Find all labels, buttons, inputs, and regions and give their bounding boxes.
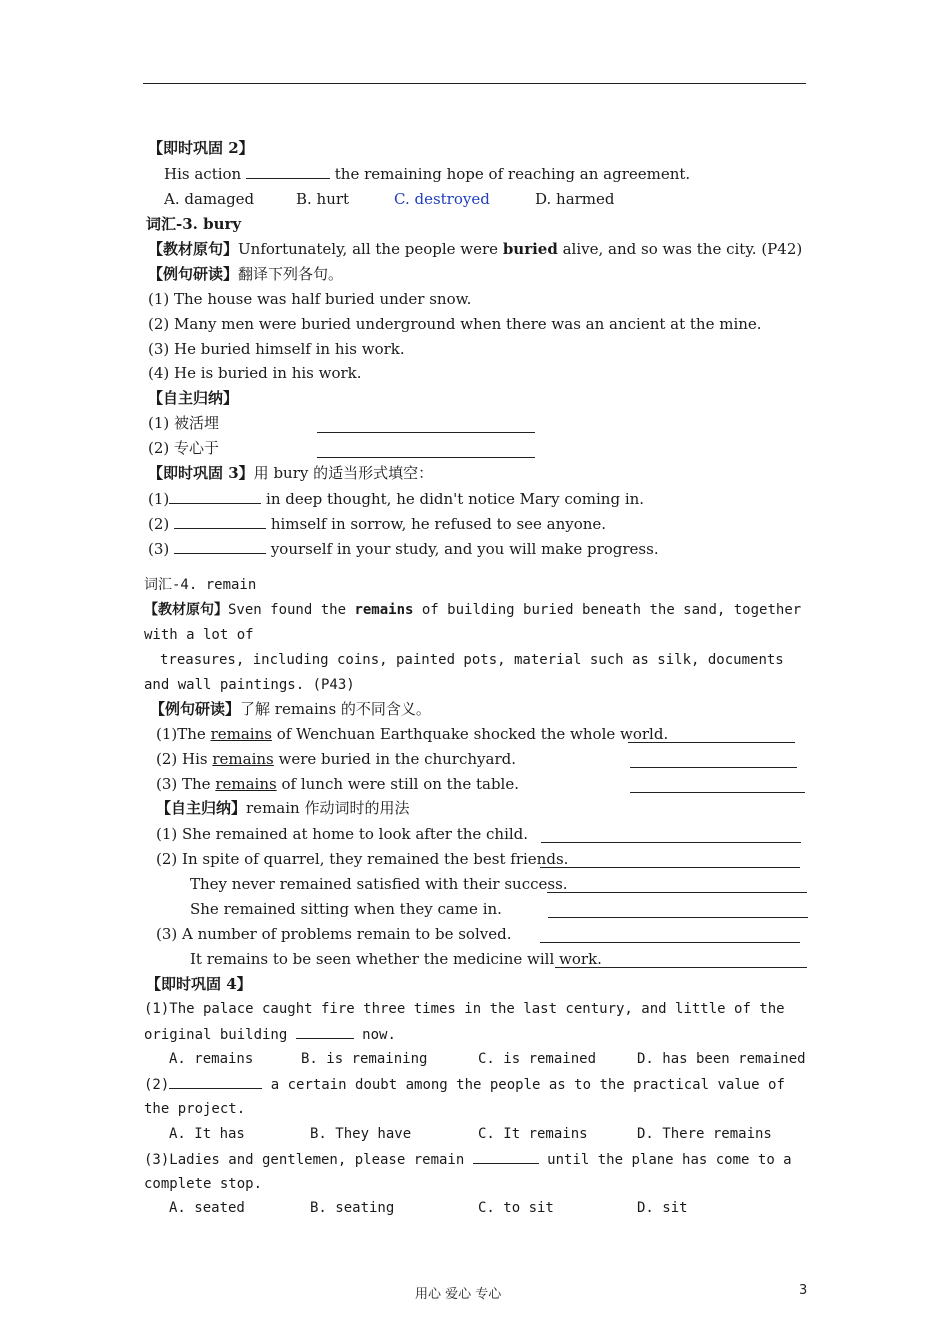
option-b: B. They have <box>310 1126 412 1142</box>
option-c: C. It remains <box>478 1126 588 1142</box>
text: alive, and so was the city. (P42) <box>557 240 803 258</box>
text: original building <box>144 1027 288 1043</box>
example-study <box>150 699 431 719</box>
header-rule <box>143 83 806 84</box>
answer-blank[interactable] <box>169 489 261 504</box>
label: 【自主归纳】 <box>156 799 247 817</box>
text: in deep thought, he didn't notice Mary coming in. <box>266 490 645 508</box>
answer-line[interactable] <box>540 867 800 868</box>
text: now. <box>362 1027 396 1043</box>
example-sentence: (3) He buried himself in his work. <box>148 340 405 358</box>
option-a: A. seated <box>169 1200 245 1216</box>
example-sentence <box>156 749 516 769</box>
vocab-title: 词汇-3. bury <box>146 215 242 233</box>
keyword: remains <box>215 775 277 793</box>
option-a: A. remains <box>169 1051 254 1067</box>
answer-line[interactable] <box>548 917 808 918</box>
text: until the plane has come to a <box>547 1152 792 1168</box>
text: (1)The <box>156 725 211 743</box>
answer-line[interactable] <box>630 767 797 768</box>
fill-item <box>148 514 606 534</box>
text: remain 作动词时的用法 <box>246 799 410 817</box>
textbook-sentence-cont: with a lot of <box>144 627 254 643</box>
text: of lunch were still on the table. <box>276 775 519 793</box>
label: 【教材原句】 <box>144 602 228 618</box>
question-line <box>144 1074 785 1095</box>
usage-sentence: (1) She remained at home to look after the child. <box>156 825 529 843</box>
usage-sentence: It remains to be seen whether the medicine will work. <box>190 950 602 968</box>
answer-line[interactable] <box>317 457 535 458</box>
text: himself in sorrow, he refused to see anyone. <box>270 515 607 533</box>
label: 【即时巩固 3】 <box>148 464 254 482</box>
example-sentence <box>156 774 519 794</box>
answer-line[interactable] <box>540 942 800 943</box>
consolidation-heading <box>148 463 433 483</box>
example-sentence: (2) Many men were buried underground when there was an ancient at the mine. <box>148 315 762 333</box>
question-text: His action <box>164 165 242 183</box>
item-number: (3) <box>148 540 170 558</box>
answer-line[interactable] <box>630 792 805 793</box>
footer-text: 用心 爱心 专心 <box>415 1287 502 1302</box>
option-c: C. is remained <box>478 1051 597 1067</box>
text: yourself in your study, and you will make progress. <box>270 540 659 558</box>
answer-line[interactable] <box>317 432 535 433</box>
item-number: (2) <box>148 515 170 533</box>
answer-line[interactable] <box>555 967 807 968</box>
item-number: (1) <box>148 490 170 508</box>
summary-label: 【自主归纳】 <box>148 389 239 407</box>
page-number: 3 <box>799 1283 808 1298</box>
text: Sven found the <box>228 602 355 618</box>
label: 【教材原句】 <box>148 240 239 258</box>
text: of Wenchuan Earthquake shocked the whole world. <box>271 725 669 743</box>
keyword: buried <box>502 240 558 258</box>
answer-blank[interactable] <box>246 164 330 179</box>
example-sentence <box>156 724 668 744</box>
textbook-sentence-cont: and wall paintings. (P43) <box>144 677 355 693</box>
answer-blank[interactable] <box>174 539 266 554</box>
label: 【例句研读】 <box>148 265 239 283</box>
example-study <box>148 264 343 284</box>
example-sentence: (1) The house was half buried under snow. <box>148 290 472 308</box>
fill-item <box>148 539 659 559</box>
option-b: B. hurt <box>296 190 350 208</box>
text: of building buried beneath the sand, together <box>413 602 802 618</box>
keyword: remains <box>210 725 272 743</box>
item-number: (2) <box>144 1077 170 1093</box>
label: 【例句研读】 <box>150 700 241 718</box>
usage-sentence: (3) A number of problems remain to be solved. <box>156 925 512 943</box>
question-line: the project. <box>144 1101 246 1117</box>
option-d: D. sit <box>637 1200 688 1216</box>
answer-blank[interactable] <box>296 1024 354 1039</box>
option-d: D. There remains <box>637 1126 772 1142</box>
question-line: (1)The palace caught fire three times in the last century, and little of the <box>144 1001 785 1017</box>
text: (3) The <box>156 775 216 793</box>
option-d: D. has been remained <box>637 1051 806 1067</box>
option-b: B. is remaining <box>301 1051 428 1067</box>
answer-blank[interactable] <box>174 514 266 529</box>
option-c: C. to sit <box>478 1200 554 1216</box>
option-c: C. destroyed <box>394 190 490 208</box>
section-heading: 【即时巩固 4】 <box>146 975 252 993</box>
question-line: complete stop. <box>144 1176 263 1192</box>
text: 用 bury 的适当形式填空： <box>253 464 434 482</box>
vocab-title: 词汇-4. remain <box>144 577 257 593</box>
answer-blank[interactable] <box>169 1074 262 1089</box>
answer-line[interactable] <box>547 892 807 893</box>
text: 了解 remains 的不同含义。 <box>240 700 431 718</box>
answer-blank[interactable] <box>473 1149 539 1164</box>
text: a certain doubt among the people as to the practical value of <box>270 1077 785 1093</box>
text: (2) His <box>156 750 213 768</box>
text: were buried in the churchyard. <box>273 750 516 768</box>
answer-line[interactable] <box>628 742 795 743</box>
textbook-sentence-cont: treasures, including coins, painted pots, material such as silk, documents <box>160 652 784 668</box>
text: Unfortunately, all the people were <box>238 240 503 258</box>
question-line <box>144 1149 792 1170</box>
option-a: A. damaged <box>164 190 255 208</box>
textbook-sentence <box>144 600 801 620</box>
keyword: remains <box>354 602 414 618</box>
usage-sentence: They never remained satisfied with their success. <box>190 875 568 893</box>
fill-item <box>148 489 644 509</box>
summary-item: (1) 被活埋 <box>148 414 220 432</box>
section-heading: 【即时巩固 2】 <box>148 139 254 157</box>
textbook-sentence <box>148 239 802 259</box>
text: (3)Ladies and gentlemen, please remain <box>144 1152 465 1168</box>
usage-sentence: (2) In spite of quarrel, they remained the best friends. <box>156 850 569 868</box>
summary-heading <box>156 798 409 818</box>
option-d: D. harmed <box>535 190 615 208</box>
text: 翻译下列各句。 <box>238 265 344 283</box>
option-b: B. seating <box>310 1200 395 1216</box>
example-sentence: (4) He is buried in his work. <box>148 364 362 382</box>
option-a: A. It has <box>169 1126 245 1142</box>
summary-item: (2) 专心于 <box>148 439 220 457</box>
answer-line[interactable] <box>541 842 801 843</box>
question-line <box>164 164 690 184</box>
keyword: remains <box>212 750 274 768</box>
question-line <box>144 1024 396 1045</box>
question-text: the remaining hope of reaching an agreement. <box>334 165 691 183</box>
usage-sentence: She remained sitting when they came in. <box>190 900 502 918</box>
